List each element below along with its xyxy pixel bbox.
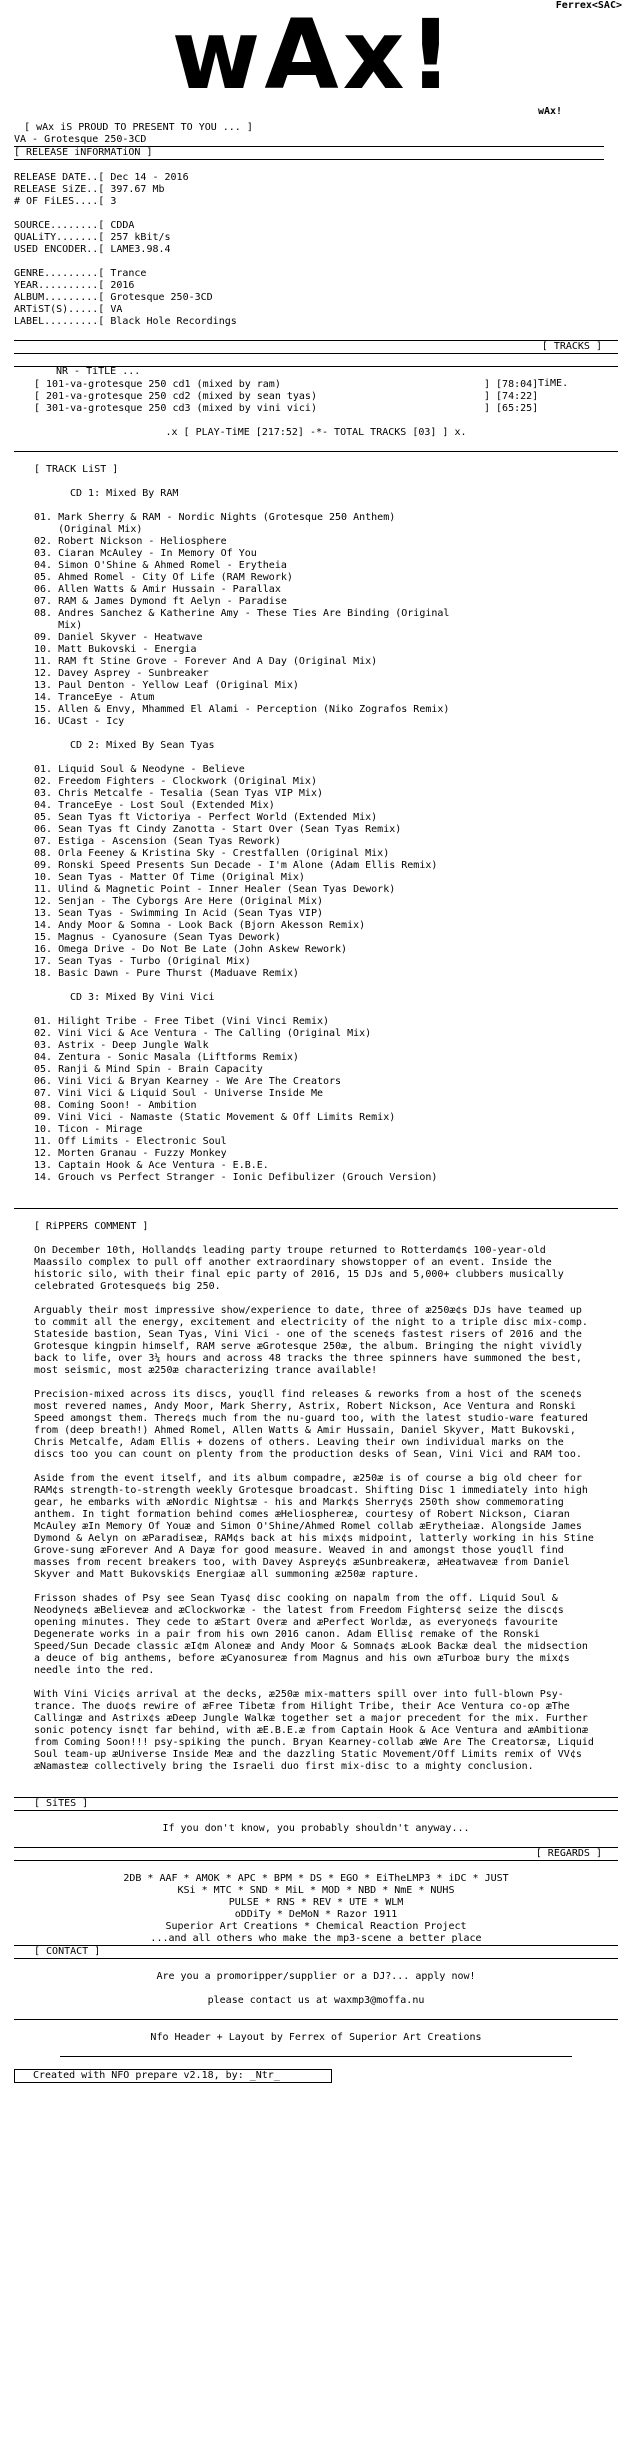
present-line [0, 106, 632, 133]
tracklist-item: 06. Allen Watts & Amir Hussain - Parallax [34, 584, 281, 595]
release-info-list [14, 172, 632, 328]
tracklist-item: 12. Senjan - The Cyborgs Are Here (Original Mix) [34, 896, 323, 907]
contact-line-1: Are you a promoripper/supplier or a DJ?... apply now! [156, 1971, 476, 1982]
regards-line: 2DB * AAF * AMOK * APC * BPM * DS * EGO * EiTheLMP3 * iDC * JUST [123, 1873, 509, 1884]
track-time: ] [65:25] [484, 403, 539, 414]
rippers-heading: [ RiPPERS COMMENT ] [34, 1221, 149, 1232]
release-title: VA - Grotesque 250-3CD [14, 134, 147, 145]
tracklist-item: 07. Vini Vici & Liquid Soul - Universe Inside Me [34, 1088, 323, 1099]
tracklist-item: (Original Mix) [34, 524, 143, 535]
tracklist-item: 01. Mark Sherry & RAM - Nordic Nights (Grotesque 250 Anthem) [34, 512, 396, 523]
info-line: SOURCE........[ CDDA [14, 220, 135, 231]
tracks-col-right: TiME. [538, 378, 569, 389]
release-block [0, 134, 632, 328]
track-name: [ 201-va-grotesque 250 cd2 (mixed by sean tyas) [34, 391, 317, 402]
tracklist-item [34, 752, 632, 764]
tracklist-item: 10. Matt Bukovski - Energia [34, 644, 197, 655]
tracklist-item: Mix) [34, 620, 83, 631]
tracklist-item: 01. Liquid Soul & Neodyne - Believe [34, 764, 245, 775]
regards-line: ...and all others who make the mp3-scene a better place [150, 1933, 482, 1944]
info-line: RELEASE SiZE..[ 397.67 Mb [14, 184, 165, 195]
tracklist-item: 16. UCast - Icy [34, 716, 125, 727]
track-row [34, 391, 632, 403]
tracklist-item: 06. Sean Tyas ft Cindy Zanotta - Start Over (Sean Tyas Remix) [34, 824, 402, 835]
logo-mark: wAx! [538, 106, 563, 117]
tracklist-item: 14. Grouch vs Perfect Stranger - Ionic Defibulizer (Grouch Version) [34, 1172, 438, 1183]
tracklist-item: 10. Sean Tyas - Matter Of Time (Original Mix) [34, 872, 305, 883]
tracklist-item: 05. Ranji & Mind Spin - Brain Capacity [34, 1064, 263, 1075]
contact-heading: [ CONTACT ] [34, 1946, 101, 1957]
tracklist-item: 07. Estiga - Ascension (Sean Tyas Rework) [34, 836, 281, 847]
tracklist-item: 12. Davey Asprey - Sunbreaker [34, 668, 209, 679]
created-with-box [14, 2069, 332, 2083]
regards-line: oDDiTy * DeMoN * Razor 1911 [234, 1909, 398, 1920]
tracks-heading: [ TRACKS ] [541, 341, 602, 352]
tracklist-item: 16. Omega Drive - Do Not Be Late (John Askew Rework) [34, 944, 348, 955]
tracklist-item [34, 980, 632, 992]
rippers-paragraph: Arguably their most impressive show/experience to date, three of æ250æ¢s DJs have teamed up to commit all the energy, excitement and electricity of the night to a triple disc mix-comp. Stateside bastion, Sean Tyas, Vini Vici - one of the scene¢s fastest risers of 2016 and the Grotesque kingpin himself, RAM serve æGrotesque 250æ, the album. Bringing the night vividly back to life, over 3¼ hours and across 48 tracks the three spinners have summoned the best, most seismic, most æ250æ characterizing trance available! [34, 1305, 588, 1376]
tracklist-item: 11. Off Limits - Electronic Soul [34, 1136, 227, 1147]
regards-line: PULSE * RNS * REV * UTE * WLM [228, 1897, 404, 1908]
tracks-col-left: NR - TiTLE ... [56, 366, 141, 377]
tracklist-item: 08. Coming Soon! - Ambition [34, 1100, 197, 1111]
logo-credit: Ferrex<SAC> [555, 0, 622, 11]
regards-line: KSi * MTC * SND * MiL * MOD * NBD * NmE * NUHS [177, 1885, 455, 1896]
info-line: GENRE.........[ Trance [14, 268, 147, 279]
tracklist-item: 04. Simon O'Shine & Ahmed Romel - Erytheia [34, 560, 287, 571]
info-line [14, 208, 632, 220]
tracklist-item [34, 500, 632, 512]
tracklist-item: 18. Basic Dawn - Pure Thurst (Maduave Remix) [34, 968, 299, 979]
tracklist-item: 09. Vini Vici - Namaste (Static Movement & Off Limits Remix) [34, 1112, 396, 1123]
regards-heading: [ REGARDS ] [535, 1848, 602, 1859]
info-line: # OF FiLES....[ 3 [14, 196, 117, 207]
playtime-line: .x [ PLAY-TiME [217:52] -*- TOTAL TRACKS [03] ] x. [165, 427, 467, 438]
rippers-paragraph: On December 10th, Holland¢s leading party troupe returned to Rotterdam¢s 100-year-old Maassilo complex to pull off another extraordinary showstopper of an event. Inside the historic silo, with their final epic party of 2016, 15 DJs and 5,000+ clubbers musically celebrated Grotesque¢s big 250. [34, 1245, 564, 1292]
info-line: ALBUM.........[ Grotesque 250-3CD [14, 292, 213, 303]
track-row [34, 403, 632, 415]
track-name: [ 101-va-grotesque 250 cd1 (mixed by ram) [34, 379, 281, 390]
tracklist-item: 17. Sean Tyas - Turbo (Original Mix) [34, 956, 251, 967]
tracklist-item: 03. Astrix - Deep Jungle Walk [34, 1040, 209, 1051]
tracklist-item: 04. Zentura - Sonic Masala (Liftforms Remix) [34, 1052, 299, 1063]
tracklist-item: 15. Allen & Envy, Mhammed El Alami - Perception (Niko Zografos Remix) [34, 704, 450, 715]
rippers-paragraph: Frisson shades of Psy see Sean Tyas¢ disc cooking on napalm from the off. Liquid Soul & Neodyne¢s æBelieveæ and æClockworkæ - the latest from Freedom Fighters¢ seize the disc¢s opening minutes. They cede to æStart Overæ and æPerfect Worldæ, as everyone¢s favourite Degenerate works in a pair from his own 2016 canon. Adam Ellis¢ remake of the Ronski Speed/Sun Decade classic æI¢m Aloneæ and Andy Moor & Somna¢s æLook Backæ deal the midsection a deuce of big anthems, before æCyanosureæ from Magnus and his own æTurboæ bury the mix¢s needle into the red. [34, 1593, 588, 1676]
cd-heading: CD 1: Mixed By RAM [70, 488, 179, 499]
tracklist-item: 14. TranceEye - Atum [34, 692, 155, 703]
tracklist-item: 10. Ticon - Mirage [34, 1124, 143, 1135]
info-line [14, 256, 632, 268]
tracklist-item: 08. Orla Feeney & Kristina Sky - Crestfallen (Original Mix) [34, 848, 390, 859]
created-with: Created with NFO prepare v2.18, by: _Ntr_ [33, 2070, 280, 2081]
ascii-logo-area [0, 0, 632, 110]
tracklist-item: 02. Freedom Fighters - Clockwork (Original Mix) [34, 776, 317, 787]
tracklist-item: 13. Sean Tyas - Swimming In Acid (Sean Tyas VIP) [34, 908, 323, 919]
info-line: ARTiST(S).....[ VA [14, 304, 123, 315]
contact-line-2: please contact us at waxmp3@moffa.nu [207, 1995, 425, 2006]
tracklist-item: 02. Vini Vici & Ace Ventura - The Calling (Original Mix) [34, 1028, 372, 1039]
tracklist-item: 12. Morten Granau - Fuzzy Monkey [34, 1148, 227, 1159]
tracklist-item: 08. Andres Sanchez & Katherine Amy - These Ties Are Binding (Original [34, 608, 450, 619]
tracklist-item: 03. Ciaran McAuley - In Memory Of You [34, 548, 257, 559]
tracklist-item: 05. Ahmed Romel - City Of Life (RAM Rework) [34, 572, 293, 583]
cd-heading: CD 2: Mixed By Sean Tyas [70, 740, 215, 751]
track-name: [ 301-va-grotesque 250 cd3 (mixed by vini vici) [34, 403, 317, 414]
info-line: YEAR..........[ 2016 [14, 280, 135, 291]
rippers-comment [0, 1245, 632, 1773]
rippers-paragraph: Aside from the event itself, and its album compadre, æ250æ is of course a big old cheer for RAM¢s strength-to-strength weekly Grotesque broadcast. Shifting Disc 1 immediately into high gear, he embarks with æNordic Nightsæ - his and Mark¢s Sherry¢s 250th show commemorating anthem. In tight formation behind comes æHeliosphereæ, courtesy of Robert Nickson, Ciaran McAuley æIn Memory Of Youæ and Simon O'Shine/Ahmed Romel collab æErytheiaæ. Alongside James Dymond & Aelyn on æParadiseæ, RAM¢s back at his mix¢s midpoint, latterly working in his Stine Grove-sung æForever And A Dayæ for good measure. Weaved in and amongst those you¢ll find masses from recent breakers too, with Davey Asprey¢s æSunbreakeræ, æHeatwaveæ from Daniel Skyver and Matt Bukovski¢s Energiaæ all summoning æ250æ rapture. [34, 1473, 594, 1580]
info-line: LABEL.........[ Black Hole Recordings [14, 316, 237, 327]
tracklist-item: 01. Hilight Tribe - Free Tibet (Vini Vinci Remix) [34, 1016, 330, 1027]
tracklist-item: 05. Sean Tyas ft Victoriya - Perfect World (Extended Mix) [34, 812, 378, 823]
ascii-logo: wAx! [8, 12, 620, 98]
tracklist-item: 07. RAM & James Dymond ft Aelyn - Paradise [34, 596, 287, 607]
tracklist-item: 11. Ulind & Magnetic Point - Inner Healer (Sean Tyas Dework) [34, 884, 396, 895]
info-line: USED ENCODER..[ LAME3.98.4 [14, 244, 171, 255]
tracklist-item: 09. Daniel Skyver - Heatwave [34, 632, 203, 643]
tracklist-heading: [ TRACK LiST ] [34, 464, 119, 475]
track-time: ] [78:04] [484, 379, 539, 390]
track-time: ] [74:22] [484, 391, 539, 402]
tracklist-item: 03. Chris Metcalfe - Tesalia (Sean Tyas VIP Mix) [34, 788, 323, 799]
sites-heading: [ SiTES ] [34, 1798, 89, 1809]
info-line: RELEASE DATE..[ Dec 14 - 2016 [14, 172, 189, 183]
tracklist-item: 11. RAM ft Stine Grove - Forever And A Day (Original Mix) [34, 656, 378, 667]
cd-heading: CD 3: Mixed By Vini Vici [70, 992, 215, 1003]
track-list [0, 488, 632, 1184]
tracklist-item [34, 728, 632, 740]
present-text: [ wAx iS PROUD TO PRESENT TO YOU ... ] [24, 122, 253, 133]
tracklist-item: 14. Andy Moor & Somna - Look Back (Bjorn Akesson Remix) [34, 920, 366, 931]
info-heading: [ RELEASE iNFORMATiON ] [14, 147, 153, 158]
tracklist-item: 06. Vini Vici & Bryan Kearney - We Are The Creators [34, 1076, 342, 1087]
sites-text: If you don't know, you probably shouldn't anyway... [162, 1823, 470, 1834]
tracklist-item: 04. TranceEye - Lost Soul (Extended Mix) [34, 800, 275, 811]
tracklist-item: 02. Robert Nickson - Heliosphere [34, 536, 227, 547]
tracklist-item: 13. Captain Hook & Ace Ventura - E.B.E. [34, 1160, 269, 1171]
rippers-paragraph: Precision-mixed across its discs, you¢ll find releases & reworks from a host of the scene¢s most revered names, Andy Moor, Mark Sherry, Astrix, Robert Nickson, Ace Ventura and Ronski Speed amongst them. There¢s much from the nu-guard too, with the latest studio-ware featured from (deep breath!) Ahmed Romel, Allen Watts & Amir Hussain, Daniel Skyver, Matt Bukovski, Chris Metcalfe, Adam Ellis + dozens of others. Leaving their own individual marks on the discs too you can count on plenty from the production desks of Sean, Vini Vici and RAM too. [34, 1389, 588, 1460]
info-line: QUALiTY.......[ 257 kBit/s [14, 232, 171, 243]
tracklist-item: 15. Magnus - Cyanosure (Sean Tyas Dework) [34, 932, 281, 943]
tracklist-item: 13. Paul Denton - Yellow Leaf (Original Mix) [34, 680, 299, 691]
regards-list [0, 1873, 632, 1945]
tracklist-item: 09. Ronski Speed Presents Sun Decade - I'm Alone (Adam Ellis Remix) [34, 860, 438, 871]
rippers-paragraph: With Vini Vici¢s arrival at the decks, æ250æ mix-matters spill over into full-blown Psy-trance. The duo¢s rewire of æFree Tibetæ from Hilight Tribe, their Ace Ventura co-op æThe Callingæ and Astrix¢s æDeep Jungle Walkæ together set a major precedent for the mix. Further sonic potency isn¢t far behind, with æE.B.E.æ from Captain Hook & Ace Ventura and æAmbitionæ from Coming Soon!!! psy-spiking the punch. Bryan Kearney-collab æWe Are The Creatorsæ, Liquid Soul team-up æUniverse Inside Meæ and the dazzling Static Movement/Off Limits remix of VV¢s æNamasteæ collectively bring the Israeli duo first mix-disc to a mighty conclusion. [34, 1689, 594, 1772]
nfo-credit: Nfo Header + Layout by Ferrex of Superior Art Creations [150, 2032, 482, 2043]
tracklist-item [34, 1004, 632, 1016]
regards-line: Superior Art Creations * Chemical Reaction Project [165, 1921, 467, 1932]
